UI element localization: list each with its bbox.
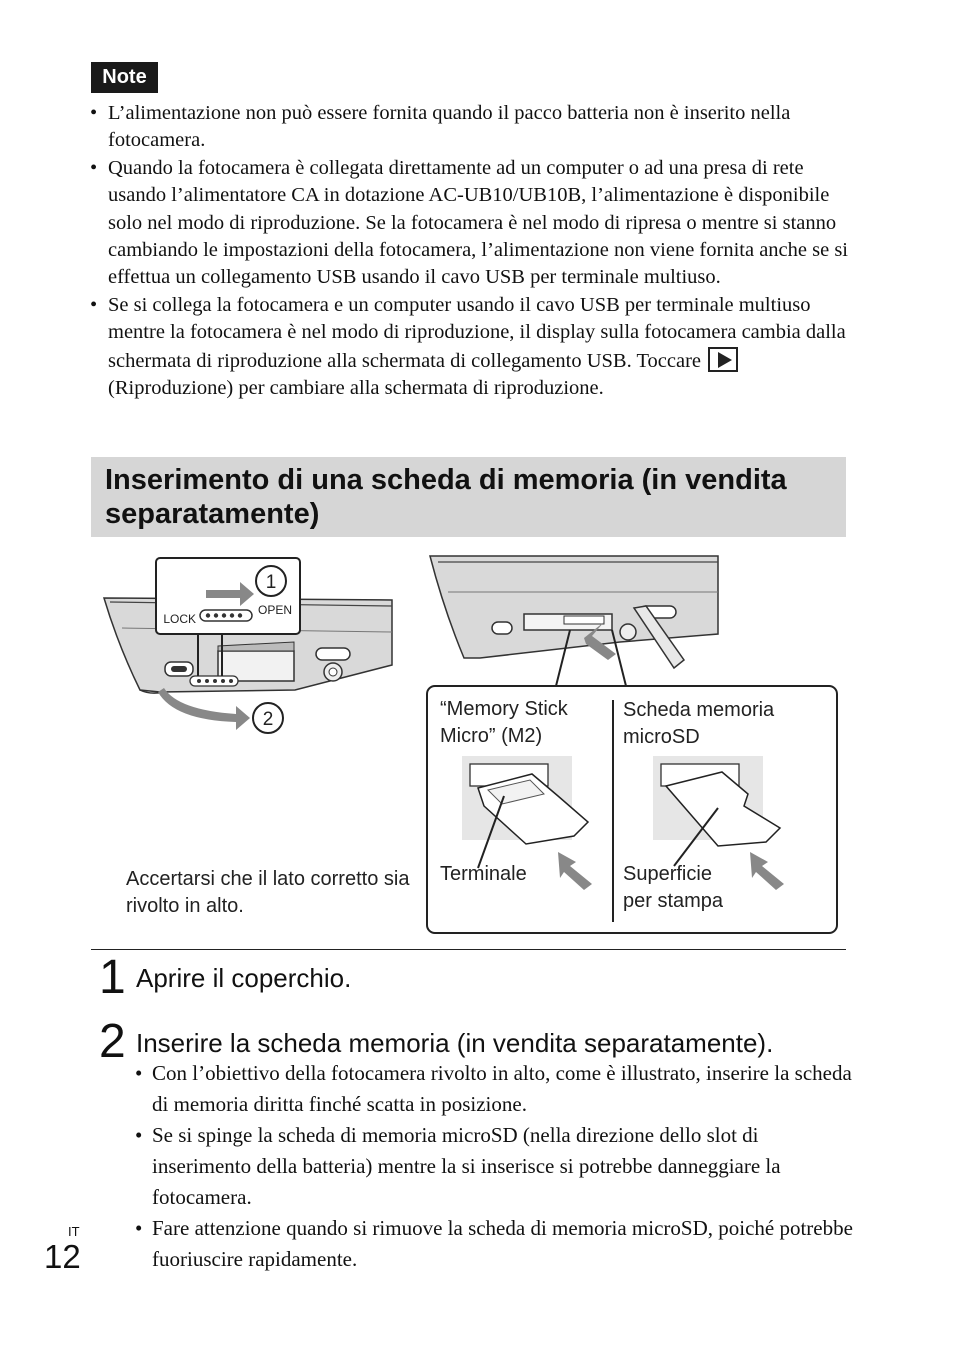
print-surface-label: Superficie per stampa	[623, 863, 724, 912]
note-badge: Note	[91, 62, 158, 93]
step-2-bullet-3: • Fare attenzione quando si rimuove la scheda di memoria microSD, poiché potrebbe fuoriuscire rapidamente.	[134, 1213, 854, 1275]
microsd-title: Scheda memoria microSD	[623, 699, 775, 748]
step-2-bullets	[134, 1058, 854, 1275]
section-title: Inserimento di una scheda di memoria (in vendita separatamente)	[91, 457, 846, 537]
page-language: IT	[68, 1224, 80, 1239]
memory-card-figure	[100, 550, 845, 940]
note-item-3-text-before: Se si collega la fotocamera e un computer usando il cavo USB per terminale multiuso mentre la fotocamera è nel modo di riproduzione, il display sulla fotocamera cambia dalla schermata di riproduzione alla schermata di collegamento USB. Toccare	[108, 293, 846, 372]
note-item-3-text-after: (Riproduzione) per cambiare alla schermata di riproduzione.	[108, 377, 604, 400]
step-1-number: 1	[99, 951, 126, 1004]
step-2-number: 2	[99, 1015, 126, 1068]
page-number: 12	[44, 1238, 81, 1275]
note-item-3	[88, 292, 858, 403]
memory-stick-micro-title: “Memory Stick Micro” (M2)	[440, 698, 568, 747]
open-arrow-icon	[158, 688, 250, 730]
note-list	[88, 100, 858, 402]
open-label: OPEN	[258, 603, 293, 617]
section-divider	[91, 949, 846, 950]
step-2-title: Inserire la scheda memoria (in vendita separatamente).	[136, 1028, 774, 1058]
figure-caption: Accertarsi che il lato corretto sia rivolto in alto.	[126, 868, 410, 917]
step-2-bullet-2: • Se si spinge la scheda di memoria microSD (nella direzione dello slot di inserimento della batteria) mentre la si inserisce si potrebbe danneggiare la fotocamera.	[134, 1120, 854, 1213]
note-item-2: • Quando la fotocamera è collegata direttamente ad un computer o ad una presa di rete usando l’alimentatore CA in dotazione AC-UB10/UB10B, l’alimentazione è disponibile solo nel modo di riproduzione. Se la fotocamera è nel modo di ripresa o mentre si stanno cambiando le impostazioni della fotocamera, l’alimentazione non viene fornita anche se si effettua un collegamento USB usando il cavo USB per terminale multiuso.	[88, 155, 858, 292]
note-item-1: • L’alimentazione non può essere fornita quando il pacco batteria non è inserito nella fotocamera.	[88, 100, 858, 155]
terminal-label: Terminale	[440, 863, 527, 885]
step-2-bullet-1: • Con l’obiettivo della fotocamera rivolto in alto, come è illustrato, inserire la scheda di memoria diritta finché scatta in posizione.	[134, 1058, 854, 1120]
lock-label: LOCK	[163, 612, 196, 626]
marker-1-label: 1	[265, 572, 277, 593]
step-1-title: Aprire il coperchio.	[136, 963, 352, 993]
play-icon	[708, 347, 738, 372]
camera-body-right-icon	[430, 556, 718, 694]
marker-2-label: 2	[262, 709, 274, 730]
